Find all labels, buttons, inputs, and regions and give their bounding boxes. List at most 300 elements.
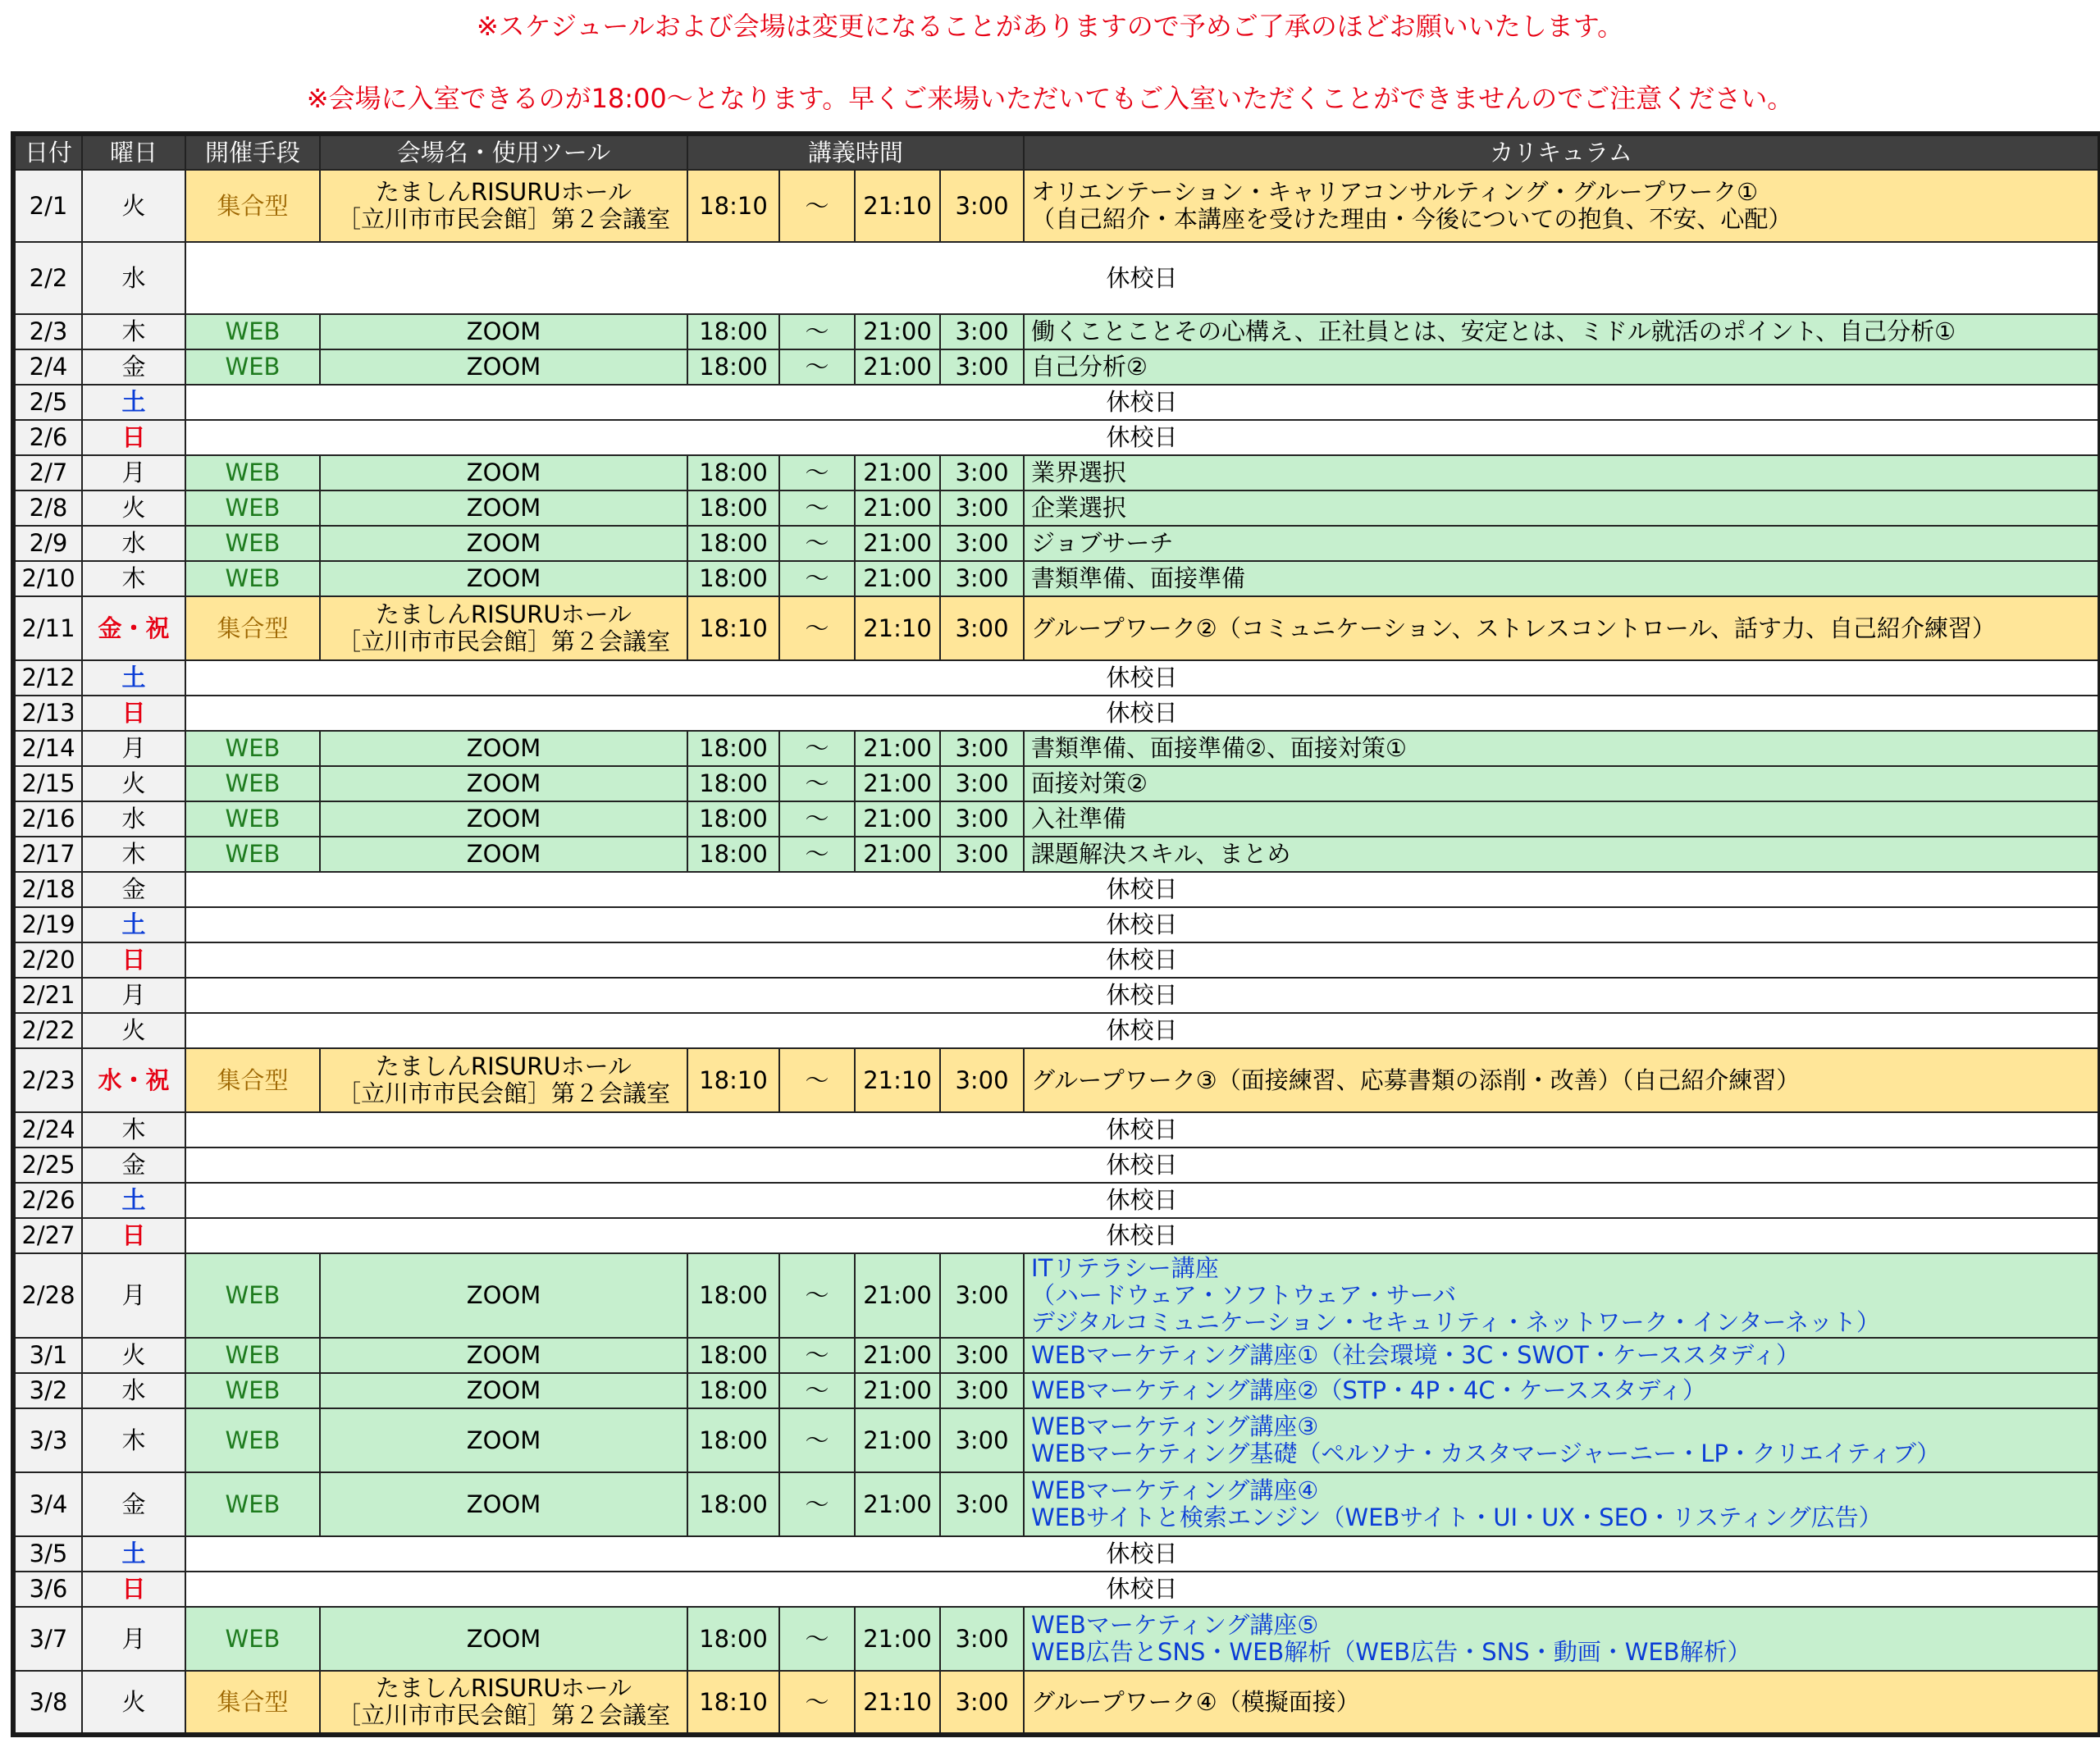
dow-cell: 日: [82, 696, 185, 731]
duration-cell: 3:00: [940, 596, 1024, 660]
schedule-row: [13, 1572, 2100, 1607]
venue-line: ZOOM: [466, 840, 541, 868]
time-separator-cell: ～: [779, 170, 855, 242]
end-time-cell: 21:10: [855, 596, 940, 660]
method-cell: WEB: [185, 1338, 320, 1373]
dow-cell: 水: [82, 1373, 185, 1408]
schedule-row: [13, 314, 2100, 349]
schedule-row: [13, 978, 2100, 1013]
venue-line: ZOOM: [466, 734, 541, 762]
venue-cell: [320, 1472, 687, 1536]
dow-cell: 月: [82, 978, 185, 1013]
schedule-row: [13, 1013, 2100, 1048]
schedule-row: [13, 942, 2100, 978]
curriculum-cell: [1024, 561, 2100, 596]
start-time-cell: 18:00: [687, 314, 779, 349]
dow-cell: 木: [82, 1112, 185, 1147]
curriculum-line: WEBマーケティング講座⑤: [1031, 1611, 1319, 1639]
end-time-cell: 21:00: [855, 1408, 940, 1472]
date-cell: 3/3: [13, 1408, 82, 1472]
venue-cell: [320, 170, 687, 242]
venue-cell: [320, 1253, 687, 1338]
date-cell: 2/17: [13, 837, 82, 872]
curriculum-cell: [1024, 1607, 2100, 1671]
venue-cell: [320, 526, 687, 561]
start-time-cell: 18:00: [687, 561, 779, 596]
date-cell: 2/15: [13, 766, 82, 801]
venue-cell: [320, 837, 687, 872]
dow-cell: 火: [82, 1671, 185, 1735]
curriculum-cell: [1024, 1671, 2100, 1735]
end-time-cell: 21:00: [855, 801, 940, 837]
time-separator-cell: ～: [779, 837, 855, 872]
duration-cell: 3:00: [940, 561, 1024, 596]
curriculum-line: グループワーク④（模擬面接）: [1031, 1687, 1360, 1716]
schedule-row: [13, 490, 2100, 526]
date-cell: 2/26: [13, 1183, 82, 1218]
venue-line: ZOOM: [466, 529, 541, 557]
venue-line: ZOOM: [466, 1490, 541, 1518]
schedule-row: [13, 696, 2100, 731]
start-time-cell: 18:00: [687, 1472, 779, 1536]
end-time-cell: 21:00: [855, 455, 940, 490]
date-cell: 3/7: [13, 1607, 82, 1671]
time-separator-cell: ～: [779, 731, 855, 766]
curriculum-line: ITリテラシー講座: [1031, 1254, 1219, 1282]
time-separator-cell: ～: [779, 1408, 855, 1472]
schedule-row: [13, 1338, 2100, 1373]
curriculum-line: WEBマーケティング講座②（STP・4P・4C・ケーススタディ）: [1031, 1376, 1706, 1404]
closed-day-cell: 休校日: [185, 978, 2100, 1013]
duration-cell: 3:00: [940, 1373, 1024, 1408]
header-row: [13, 134, 2100, 170]
end-time-cell: 21:00: [855, 349, 940, 385]
closed-day-cell: 休校日: [185, 1112, 2100, 1147]
method-cell: WEB: [185, 1408, 320, 1472]
duration-cell: 3:00: [940, 1338, 1024, 1373]
method-cell: WEB: [185, 1373, 320, 1408]
date-cell: 2/3: [13, 314, 82, 349]
method-cell: WEB: [185, 349, 320, 385]
venue-line: ZOOM: [466, 769, 541, 797]
date-cell: 3/5: [13, 1536, 82, 1572]
start-time-cell: 18:10: [687, 1048, 779, 1112]
dow-cell: 火: [82, 490, 185, 526]
venue-line: ZOOM: [466, 494, 541, 522]
duration-cell: 3:00: [940, 1253, 1024, 1338]
method-cell: WEB: [185, 1472, 320, 1536]
duration-cell: 3:00: [940, 1671, 1024, 1735]
venue-line: ［立川市市民会館］第２会議室: [336, 627, 670, 655]
curriculum-line: 入社準備: [1031, 805, 1127, 833]
date-cell: 3/8: [13, 1671, 82, 1735]
schedule-row: [13, 1147, 2100, 1183]
start-time-cell: 18:00: [687, 1338, 779, 1373]
time-separator-cell: ～: [779, 349, 855, 385]
venue-line: ZOOM: [466, 353, 541, 381]
schedule-row: [13, 766, 2100, 801]
time-separator-cell: ～: [779, 801, 855, 837]
venue-cell: [320, 490, 687, 526]
header-date: 日付: [13, 134, 82, 170]
dow-cell: 土: [82, 660, 185, 696]
schedule-row: [13, 1472, 2100, 1536]
venue-line: たましんRISURUホール: [375, 600, 632, 628]
venue-cell: [320, 596, 687, 660]
venue-cell: [320, 1048, 687, 1112]
date-cell: 2/4: [13, 349, 82, 385]
date-cell: 2/7: [13, 455, 82, 490]
duration-cell: 3:00: [940, 314, 1024, 349]
start-time-cell: 18:00: [687, 801, 779, 837]
end-time-cell: 21:00: [855, 561, 940, 596]
time-separator-cell: ～: [779, 1607, 855, 1671]
closed-day-cell: 休校日: [185, 1572, 2100, 1607]
dow-cell: 日: [82, 1218, 185, 1253]
end-time-cell: 21:00: [855, 526, 940, 561]
schedule-row: [13, 1218, 2100, 1253]
start-time-cell: 18:00: [687, 526, 779, 561]
venue-cell: [320, 1408, 687, 1472]
venue-line: たましんRISURUホール: [375, 1052, 632, 1080]
time-separator-cell: ～: [779, 766, 855, 801]
date-cell: 2/27: [13, 1218, 82, 1253]
end-time-cell: 21:00: [855, 766, 940, 801]
venue-line: ZOOM: [466, 1624, 541, 1653]
venue-line: ZOOM: [466, 1281, 541, 1309]
closed-day-cell: 休校日: [185, 385, 2100, 420]
end-time-cell: 21:00: [855, 1253, 940, 1338]
start-time-cell: 18:00: [687, 766, 779, 801]
venue-cell: [320, 1373, 687, 1408]
date-cell: 2/19: [13, 907, 82, 942]
date-cell: 2/28: [13, 1253, 82, 1338]
closed-day-cell: 休校日: [185, 1183, 2100, 1218]
venue-cell: [320, 766, 687, 801]
venue-cell: [320, 1607, 687, 1671]
header-dow: 曜日: [82, 134, 185, 170]
date-cell: 2/25: [13, 1147, 82, 1183]
header-curriculum: カリキュラム: [1024, 134, 2100, 170]
curriculum-line: WEBマーケティング講座①（社会環境・3C・SWOT・ケーススタディ）: [1031, 1341, 1800, 1369]
curriculum-cell: [1024, 1408, 2100, 1472]
curriculum-cell: [1024, 1472, 2100, 1536]
venue-line: たましんRISURUホール: [375, 178, 632, 206]
time-separator-cell: ～: [779, 490, 855, 526]
date-cell: 2/14: [13, 731, 82, 766]
start-time-cell: 18:00: [687, 731, 779, 766]
date-cell: 2/20: [13, 942, 82, 978]
schedule-row: [13, 1671, 2100, 1735]
header-time: 講義時間: [687, 134, 1024, 170]
curriculum-cell: [1024, 1338, 2100, 1373]
date-cell: 2/22: [13, 1013, 82, 1048]
end-time-cell: 21:00: [855, 1338, 940, 1373]
curriculum-line: WEBマーケティング基礎（ペルソナ・カスタマージャーニー・LP・クリエイティブ）: [1031, 1439, 1941, 1467]
venue-line: たましんRISURUホール: [375, 1674, 632, 1702]
curriculum-cell: [1024, 170, 2100, 242]
schedule-row: [13, 385, 2100, 420]
schedule-row: [13, 242, 2100, 314]
time-separator-cell: ～: [779, 1253, 855, 1338]
date-cell: 2/12: [13, 660, 82, 696]
dow-cell: 月: [82, 731, 185, 766]
duration-cell: 3:00: [940, 1607, 1024, 1671]
closed-day-cell: 休校日: [185, 872, 2100, 907]
schedule-row: [13, 349, 2100, 385]
schedule-row: [13, 455, 2100, 490]
schedule-row: [13, 1373, 2100, 1408]
dow-cell: 水: [82, 242, 185, 314]
method-cell: WEB: [185, 561, 320, 596]
method-cell: WEB: [185, 314, 320, 349]
schedule-row: [13, 872, 2100, 907]
method-cell: WEB: [185, 455, 320, 490]
curriculum-cell: [1024, 731, 2100, 766]
duration-cell: 3:00: [940, 1472, 1024, 1536]
date-cell: 2/11: [13, 596, 82, 660]
dow-cell: 月: [82, 1253, 185, 1338]
date-cell: 2/10: [13, 561, 82, 596]
method-cell: WEB: [185, 526, 320, 561]
curriculum-line: WEBマーケティング講座④: [1031, 1476, 1319, 1504]
end-time-cell: 21:00: [855, 314, 940, 349]
time-separator-cell: ～: [779, 1338, 855, 1373]
venue-line: ZOOM: [466, 564, 541, 592]
curriculum-cell: [1024, 455, 2100, 490]
duration-cell: 3:00: [940, 801, 1024, 837]
duration-cell: 3:00: [940, 490, 1024, 526]
start-time-cell: 18:00: [687, 1253, 779, 1338]
time-separator-cell: ～: [779, 561, 855, 596]
closed-day-cell: 休校日: [185, 1013, 2100, 1048]
method-cell: 集合型: [185, 170, 320, 242]
curriculum-cell: [1024, 1373, 2100, 1408]
dow-cell: 月: [82, 455, 185, 490]
start-time-cell: 18:00: [687, 349, 779, 385]
dow-cell: 土: [82, 1536, 185, 1572]
entry-time-notice: ※会場に入室できるのが18:00～となります。早くご来場いただいてもご入室いただくことができませんのでご注意ください。: [306, 83, 1794, 114]
date-cell: 2/6: [13, 420, 82, 455]
curriculum-line: 課題解決スキル、まとめ: [1031, 840, 1291, 868]
schedule-change-notice: ※スケジュールおよび会場は変更になることがありますので予めご了承のほどお願いいたします。: [476, 11, 1624, 42]
method-cell: WEB: [185, 490, 320, 526]
curriculum-line: オリエンテーション・キャリアコンサルティング・グループワーク①: [1031, 178, 1759, 206]
curriculum-cell: [1024, 801, 2100, 837]
start-time-cell: 18:00: [687, 1373, 779, 1408]
dow-cell: 木: [82, 314, 185, 349]
method-cell: 集合型: [185, 1048, 320, 1112]
closed-day-cell: 休校日: [185, 942, 2100, 978]
method-cell: 集合型: [185, 1671, 320, 1735]
closed-day-cell: 休校日: [185, 1147, 2100, 1183]
method-cell: WEB: [185, 1253, 320, 1338]
curriculum-line: ジョブサーチ: [1031, 529, 1174, 557]
curriculum-line: 自己分析②: [1031, 353, 1148, 381]
schedule-table: [11, 131, 2100, 1737]
method-cell: WEB: [185, 801, 320, 837]
curriculum-cell: [1024, 526, 2100, 561]
closed-day-cell: 休校日: [185, 420, 2100, 455]
closed-day-cell: 休校日: [185, 1536, 2100, 1572]
header-venue: 会場名・使用ツール: [320, 134, 687, 170]
dow-cell: 木: [82, 1408, 185, 1472]
date-cell: 2/18: [13, 872, 82, 907]
curriculum-line: （自己紹介・本講座を受けた理由・今後についての抱負、不安、心配）: [1031, 205, 1792, 233]
date-cell: 2/23: [13, 1048, 82, 1112]
time-separator-cell: ～: [779, 526, 855, 561]
curriculum-line: デジタルコミュニケーション・セキュリティ・ネットワーク・インターネット）: [1031, 1308, 1881, 1336]
date-cell: 3/2: [13, 1373, 82, 1408]
start-time-cell: 18:00: [687, 455, 779, 490]
duration-cell: 3:00: [940, 1408, 1024, 1472]
schedule-row: [13, 1112, 2100, 1147]
venue-cell: [320, 731, 687, 766]
curriculum-line: 面接対策②: [1031, 769, 1148, 797]
curriculum-cell: [1024, 1253, 2100, 1338]
venue-line: ［立川市市民会館］第２会議室: [336, 1701, 670, 1729]
curriculum-line: グループワーク②（コミュニケーション、ストレスコントロール、話す力、自己紹介練習）: [1031, 614, 1996, 642]
start-time-cell: 18:00: [687, 1408, 779, 1472]
closed-day-cell: 休校日: [185, 907, 2100, 942]
dow-cell: 金: [82, 349, 185, 385]
dow-cell: 火: [82, 766, 185, 801]
curriculum-line: 業界選択: [1031, 459, 1127, 486]
dow-cell: 水: [82, 801, 185, 837]
venue-line: ZOOM: [466, 459, 541, 486]
dow-cell: 火: [82, 1338, 185, 1373]
schedule-row: [13, 1536, 2100, 1572]
date-cell: 2/13: [13, 696, 82, 731]
dow-cell: 火: [82, 1013, 185, 1048]
time-separator-cell: ～: [779, 455, 855, 490]
duration-cell: 3:00: [940, 1048, 1024, 1112]
schedule-row: [13, 907, 2100, 942]
dow-cell: 日: [82, 1572, 185, 1607]
dow-cell: 水・祝: [82, 1048, 185, 1112]
dow-cell: 日: [82, 420, 185, 455]
date-cell: 2/2: [13, 242, 82, 314]
venue-cell: [320, 1671, 687, 1735]
end-time-cell: 21:10: [855, 170, 940, 242]
duration-cell: 3:00: [940, 170, 1024, 242]
time-separator-cell: ～: [779, 596, 855, 660]
time-separator-cell: ～: [779, 1472, 855, 1536]
dow-cell: 月: [82, 1607, 185, 1671]
curriculum-line: 企業選択: [1031, 494, 1127, 522]
venue-line: ZOOM: [466, 805, 541, 833]
duration-cell: 3:00: [940, 349, 1024, 385]
venue-cell: [320, 1338, 687, 1373]
venue-cell: [320, 801, 687, 837]
curriculum-cell: [1024, 1048, 2100, 1112]
curriculum-line: 書類準備、面接準備②、面接対策①: [1031, 734, 1408, 762]
date-cell: 2/5: [13, 385, 82, 420]
dow-cell: 土: [82, 907, 185, 942]
date-cell: 2/16: [13, 801, 82, 837]
venue-cell: [320, 455, 687, 490]
curriculum-cell: [1024, 314, 2100, 349]
curriculum-cell: [1024, 596, 2100, 660]
method-cell: WEB: [185, 837, 320, 872]
time-separator-cell: ～: [779, 1373, 855, 1408]
curriculum-line: WEBマーケティング講座③: [1031, 1412, 1319, 1440]
schedule-row: [13, 526, 2100, 561]
date-cell: 2/1: [13, 170, 82, 242]
closed-day-cell: 休校日: [185, 1218, 2100, 1253]
method-cell: 集合型: [185, 596, 320, 660]
dow-cell: 水: [82, 526, 185, 561]
date-cell: 3/1: [13, 1338, 82, 1373]
curriculum-line: （ハードウェア・ソフトウェア・サーバ: [1031, 1281, 1457, 1309]
venue-line: ［立川市市民会館］第２会議室: [336, 1079, 670, 1107]
header-method: 開催手段: [185, 134, 320, 170]
schedule-row: [13, 1408, 2100, 1472]
schedule-body: [13, 170, 2100, 1735]
dow-cell: 土: [82, 385, 185, 420]
method-cell: WEB: [185, 766, 320, 801]
date-cell: 2/8: [13, 490, 82, 526]
duration-cell: 3:00: [940, 766, 1024, 801]
venue-line: ZOOM: [466, 1376, 541, 1404]
duration-cell: 3:00: [940, 731, 1024, 766]
schedule-row: [13, 561, 2100, 596]
time-separator-cell: ～: [779, 314, 855, 349]
closed-day-cell: 休校日: [185, 696, 2100, 731]
dow-cell: 木: [82, 837, 185, 872]
closed-day-cell: 休校日: [185, 242, 2100, 314]
start-time-cell: 18:00: [687, 1607, 779, 1671]
schedule-row: [13, 1048, 2100, 1112]
method-cell: WEB: [185, 731, 320, 766]
dow-cell: 日: [82, 942, 185, 978]
date-cell: 2/21: [13, 978, 82, 1013]
curriculum-cell: [1024, 349, 2100, 385]
schedule-row: [13, 1253, 2100, 1338]
start-time-cell: 18:10: [687, 170, 779, 242]
schedule-row: [13, 660, 2100, 696]
end-time-cell: 21:10: [855, 1671, 940, 1735]
end-time-cell: 21:00: [855, 1607, 940, 1671]
schedule-row: [13, 801, 2100, 837]
duration-cell: 3:00: [940, 455, 1024, 490]
curriculum-line: WEBサイトと検索エンジン（WEBサイト・UI・UX・SEO・リスティング広告）: [1031, 1503, 1883, 1531]
curriculum-line: 働くことことその心構え、正社員とは、安定とは、ミドル就活のポイント、自己分析①: [1031, 317, 1956, 345]
method-cell: WEB: [185, 1607, 320, 1671]
date-cell: 3/4: [13, 1472, 82, 1536]
dow-cell: 土: [82, 1183, 185, 1218]
end-time-cell: 21:10: [855, 1048, 940, 1112]
time-separator-cell: ～: [779, 1048, 855, 1112]
duration-cell: 3:00: [940, 526, 1024, 561]
end-time-cell: 21:00: [855, 490, 940, 526]
closed-day-cell: 休校日: [185, 660, 2100, 696]
dow-cell: 金: [82, 1147, 185, 1183]
time-separator-cell: ～: [779, 1671, 855, 1735]
curriculum-line: WEB広告とSNS・WEB解析（WEB広告・SNS・動画・WEB解析）: [1031, 1638, 1751, 1666]
start-time-cell: 18:10: [687, 596, 779, 660]
date-cell: 2/24: [13, 1112, 82, 1147]
schedule-row: [13, 837, 2100, 872]
start-time-cell: 18:00: [687, 490, 779, 526]
venue-cell: [320, 314, 687, 349]
curriculum-line: 書類準備、面接準備: [1031, 564, 1246, 592]
dow-cell: 火: [82, 170, 185, 242]
curriculum-cell: [1024, 837, 2100, 872]
date-cell: 2/9: [13, 526, 82, 561]
schedule-row: [13, 1607, 2100, 1671]
venue-cell: [320, 349, 687, 385]
